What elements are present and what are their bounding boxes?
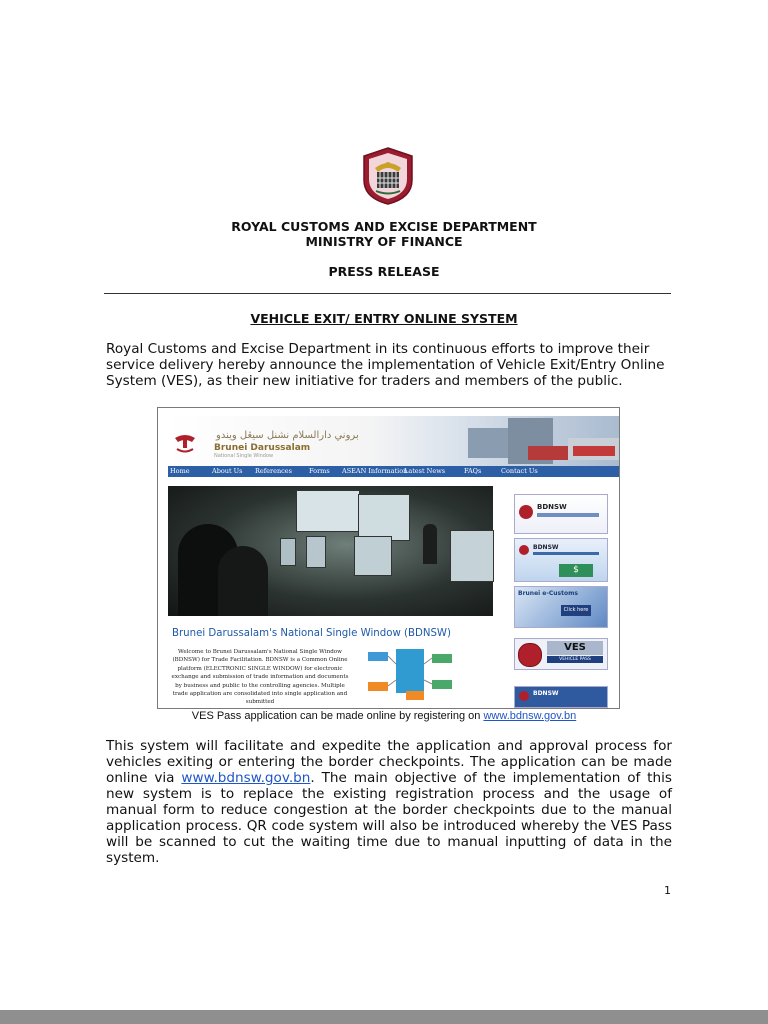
press-release-label: PRESS RELEASE: [328, 264, 440, 279]
site-welcome-text: Welcome to Brunei Darussalam's National Single Window (BDNSW) for Trade Facilitation. BDNSW is a Common Online platform (ELECTRONIC SINGLE WINDOW) for electronic exchange and submission of trade information and documents by business and public to the controlling agencies. Multiple trade application are consolidated into single application and submitted: [171, 649, 349, 704]
bdnsw-label-3: BDNSW: [533, 690, 559, 697]
bdnsw-label: BDNSW: [537, 503, 567, 511]
scan-bottom-edge: [0, 1010, 768, 1024]
ecustoms-click-button[interactable]: Click here: [561, 605, 591, 616]
ecustoms-banner[interactable]: [514, 586, 608, 628]
bdnsw-label-2: BDNSW: [533, 544, 559, 551]
ves-sub-label: VEHICLE PASS: [547, 656, 603, 663]
site-arabic-name: بروني دارالسلام نشنل سيڠل ويندو: [216, 430, 359, 441]
training-room-photo: [168, 486, 493, 616]
caption-text: VES Pass application can be made online by registering on: [191, 710, 484, 722]
ministry-name: MINISTRY OF FINANCE: [305, 234, 463, 249]
brunei-crest-icon: [172, 430, 198, 454]
nav-contact[interactable]: Contact Us: [501, 467, 538, 475]
bdnsw-footer-banner[interactable]: [514, 686, 608, 708]
site-heading: Brunei Darussalam's National Single Window (BDNSW): [172, 628, 451, 639]
nav-asean[interactable]: ASEAN Information: [342, 467, 408, 475]
process-flow-diagram: [366, 644, 456, 702]
nav-about[interactable]: About Us: [212, 467, 243, 475]
bdnsw-banner[interactable]: [514, 494, 608, 534]
release-title: VEHICLE EXIT/ ENTRY ONLINE SYSTEM: [250, 311, 518, 326]
dollar-icon: $: [559, 564, 593, 577]
nav-home[interactable]: Home: [170, 467, 190, 475]
ecustoms-label: Brunei e-Customs: [518, 590, 578, 597]
intro-paragraph: Royal Customs and Excise Department in its continuous efforts to improve their service delivery hereby announce the implementation of Vehicle Exit/Entry Online System (VES), as their new initiative for traders and members of the public.: [106, 341, 665, 389]
body-text-1: This system will facilitate and expedite the application and approval process for vehicles exiting or entering the border checkpoints. The application can be made online via: [106, 738, 672, 786]
nav-forms[interactable]: Forms: [309, 467, 330, 475]
body-paragraph: [106, 738, 672, 866]
page-number: 1: [664, 884, 671, 897]
site-brand: Brunei Darussalam: [214, 443, 311, 453]
website-screenshot: [157, 407, 620, 709]
customs-emblem-logo: [358, 146, 418, 206]
ves-banner[interactable]: [514, 638, 608, 670]
header-divider: [104, 293, 671, 294]
site-nav: [168, 466, 619, 477]
site-brand-sub: National Single Window: [214, 453, 274, 459]
body-text-2: . The main objective of the implementation of this new system is to replace the existing registration process and the usage of manual form to reduce congestion at the border checkpoints due to the manual application process. QR code system will also be introduced whereby the VES Pass will be scanned to cut the waiting time due to manual inputting of data in the system.: [106, 770, 672, 866]
ves-label: VES: [547, 641, 603, 655]
body-link[interactable]: www.bdnsw.gov.bn: [181, 770, 311, 786]
nav-faqs[interactable]: FAQs: [464, 467, 482, 475]
caption-link[interactable]: www.bdnsw.gov.bn: [483, 710, 577, 722]
screenshot-caption: [0, 710, 768, 722]
nav-references[interactable]: References: [255, 467, 292, 475]
department-name: ROYAL CUSTOMS AND EXCISE DEPARTMENT: [231, 219, 537, 234]
nav-news[interactable]: Latest News: [404, 467, 446, 475]
bdnsw-payment-banner[interactable]: [514, 538, 608, 582]
